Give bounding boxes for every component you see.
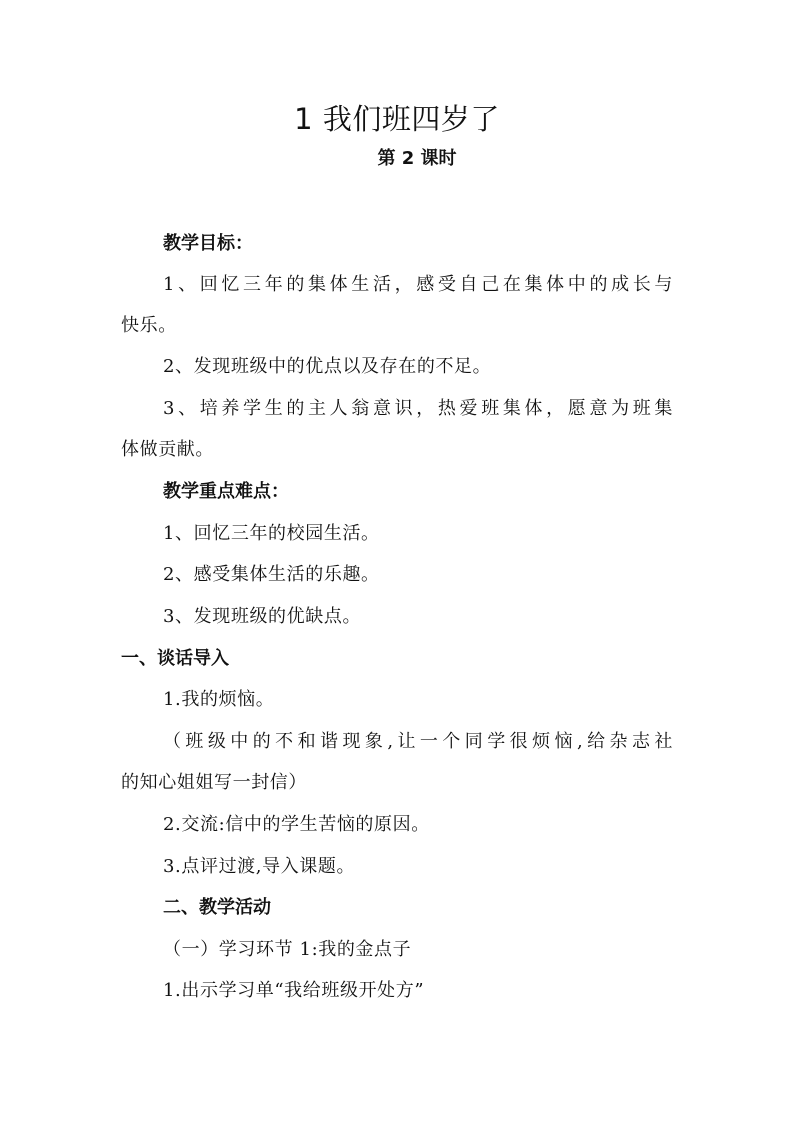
key-point-item-2: 2、感受集体生活的乐趣。 <box>163 564 380 585</box>
objective-item-1-line-2: 快乐。 <box>121 315 177 336</box>
objective-item-3-line-2: 体做贡献。 <box>121 439 214 460</box>
objective-item-2: 2、发现班级中的优点以及存在的不足。 <box>163 356 492 377</box>
lesson-title: 1 我们班四岁了 <box>294 102 500 136</box>
key-point-item-1: 1、回忆三年的校园生活。 <box>163 523 380 544</box>
lesson-subtitle: 第 2 课时 <box>377 148 457 169</box>
section-2-subsection-1: （一）学习环节 1:我的金点子 <box>163 939 412 960</box>
section-1-note-line-2: 的知心姐姐写一封信） <box>121 772 307 793</box>
section-1-heading: 一、谈话导入 <box>121 648 229 669</box>
key-point-item-3: 3、发现班级的优缺点。 <box>163 606 362 627</box>
section-1-note-line-1: （班级中的不和谐现象,让一个同学很烦恼,给杂志社 <box>163 731 673 752</box>
objective-item-3-line-1: 3、培养学生的主人翁意识，热爱班集体，愿意为班集 <box>163 398 673 419</box>
section-2-step-1: 1.出示学习单“我给班级开处方” <box>163 980 425 1001</box>
section-1-step-2: 2.交流:信中的学生苦恼的原因。 <box>163 814 430 835</box>
objective-item-1-line-1: 1、回忆三年的集体生活，感受自己在集体中的成长与 <box>163 274 673 295</box>
key-points-heading: 教学重点难点： <box>163 481 289 502</box>
objectives-heading: 教学目标： <box>163 233 253 254</box>
section-1-step-1: 1.我的烦恼。 <box>163 689 275 710</box>
section-2-heading: 二、教学活动 <box>163 897 271 918</box>
section-1-step-3: 3.点评过渡,导入课题。 <box>163 856 356 877</box>
